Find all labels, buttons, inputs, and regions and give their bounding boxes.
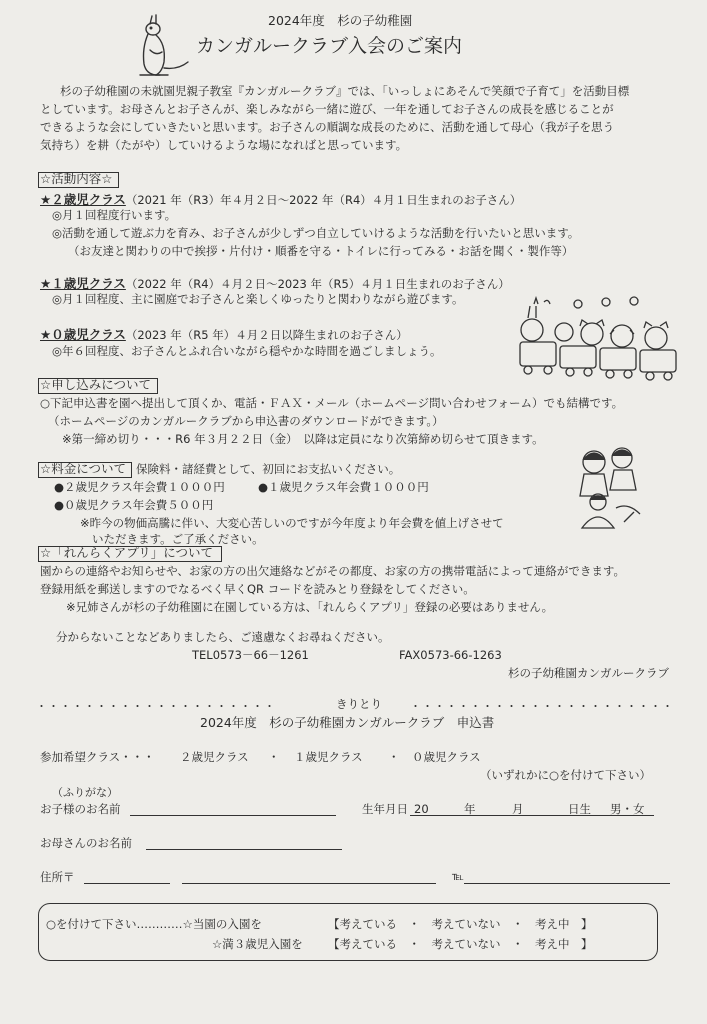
- application-line-1: ○下記申込書を園へ提出して頂くか、電話・ＦＡＸ・メール（ホームページ問い合わせフォーム）でも結構です。: [40, 396, 624, 410]
- address-field[interactable]: [182, 883, 436, 884]
- class-option-1[interactable]: １歳児クラス: [294, 750, 363, 764]
- class2-detail-1: ◎月１回程度行います。: [52, 208, 177, 222]
- fee-note-2: いただきます。ご了承ください。: [92, 532, 264, 546]
- cut-line-left: ・・・・・・・・・・・・・・・・・・・・: [36, 700, 276, 713]
- birth-day-label: 日生: [568, 802, 591, 816]
- fees-heading: ☆料金について: [40, 461, 126, 476]
- survey-prompt: ○を付けて下さい…………☆当園の入園を: [46, 917, 262, 931]
- child-name-field[interactable]: [130, 815, 336, 816]
- class1-range: （2022 年（R4）４月２日～2023 年（R5）４月１日生まれのお子さん）: [125, 277, 510, 291]
- birth-label: 生年月日: [362, 802, 408, 816]
- fee-class2: ●２歳児クラス年会費１０００円: [54, 480, 225, 494]
- fee-class0: ●０歳児クラス年会費５００円: [54, 498, 214, 512]
- child-name-label: お子様のお名前: [40, 802, 121, 816]
- survey-options-1[interactable]: 【考えている ・ 考えていない ・ 考え中 】: [328, 917, 593, 931]
- activities-heading: ☆活動内容☆: [40, 171, 113, 186]
- class-prompt: 参加希望クラス・・・: [40, 750, 155, 764]
- contact-tel: TEL0573－66－1261: [192, 648, 309, 662]
- header-year-line: 2024年度 杉の子幼稚園: [268, 13, 413, 28]
- birth-year-label: 年: [464, 802, 476, 816]
- app-line-1: 園からの連絡やお知らせや、お家の方の出欠連絡などがその都度、お家の方の携帯電話によって連絡ができます。: [40, 564, 625, 578]
- class0-detail-1: ◎年６回程度、お子さんとふれ合いながら穏やかな時間を過ごしましょう。: [52, 344, 442, 358]
- children-illustration: [574, 442, 648, 532]
- sender-name: 杉の子幼稚園カンガルークラブ: [508, 666, 669, 680]
- app-heading: ☆「れんらくアプリ」について: [40, 545, 213, 560]
- closing-text: 分からないことなどありましたら、ご遠慮なくお尋ねください。: [56, 630, 390, 644]
- application-line-2: （ホームページのカンガルークラブから申込書のダウンロードができます。）: [48, 414, 444, 428]
- class0-title: [40, 325, 408, 343]
- kangaroo-illustration: [126, 12, 192, 80]
- fee-note-1: ※昨今の物価高騰に伴い、大変心苦しいのですが今年度より年会費を値上げさせて: [80, 516, 504, 530]
- application-heading: ☆申し込みについて: [40, 377, 151, 392]
- intro-line-3: できるような会にしていきたいと思います。お子さんの順調な成長のために、活動を通して母心（我が子を思う: [40, 120, 615, 134]
- class0-range: （2023 年（R5 年）４月２日以降生まれのお子さん）: [125, 328, 408, 342]
- postal-code-field[interactable]: [84, 883, 170, 884]
- class-note: （いずれかに○を付けて下さい）: [480, 768, 652, 782]
- gender-options[interactable]: 男・女: [610, 802, 645, 816]
- class1-title: [40, 274, 510, 292]
- tel-field[interactable]: [464, 883, 670, 884]
- fees-intro: 保険料・諸経費として、初回にお支払いください。: [136, 462, 401, 476]
- cut-line-label: きりとり: [336, 697, 382, 711]
- intro-line-1: 杉の子幼稚園の未就園児親子教室『カンガルークラブ』では、「いっしょにあそんで笑顔で子育て」を活動目標: [60, 84, 630, 98]
- birth-month-label: 月: [512, 802, 524, 816]
- survey-box: [38, 903, 658, 961]
- class-separator-2: ・: [388, 750, 400, 764]
- class2-label: ★２歳児クラス: [40, 192, 126, 207]
- application-line-3: ※第一締め切り・・・R6 年３月２２日（金） 以降は定員になり次第締め切らせて頂きます。: [62, 432, 544, 446]
- intro-line-4: 気持ち）を耕（たがや）していけるような場になればと思っています。: [40, 138, 408, 152]
- fee-class1: ●１歳児クラス年会費１０００円: [258, 480, 429, 494]
- class2-detail-3: （お友達と関わりの中で挨拶・片付け・順番を守る・トイレに行ってみる・お話を聞く・製作等）: [68, 244, 574, 258]
- class-option-0[interactable]: ０歳児クラス: [412, 750, 481, 764]
- intro-line-2: としています。お母さんとお子さんが、楽しみながら一緒に遊び、一年を通してお子さんの成長を感じることが: [40, 102, 614, 116]
- contact-fax: FAX0573-66-1263: [399, 648, 502, 662]
- class-separator-1: ・: [268, 750, 280, 764]
- tel-label: ℡: [452, 870, 464, 883]
- app-line-2: 登録用紙を郵送しますのでなるべく早くQR コードを読みとり登録をしてください。: [40, 582, 475, 596]
- address-label: 住所〒: [40, 870, 75, 884]
- class2-title: [40, 190, 521, 208]
- survey-options-2[interactable]: 【考えている ・ 考えていない ・ 考え中 】: [328, 937, 593, 951]
- class-option-2[interactable]: ２歳児クラス: [180, 750, 249, 764]
- survey-question-2: ☆満３歳児入園を: [212, 937, 303, 951]
- form-title: 2024年度 杉の子幼稚園カンガルークラブ 申込書: [200, 715, 495, 730]
- furigana-label: （ふりがな）: [52, 786, 118, 799]
- birth-era: 20: [414, 802, 429, 816]
- class0-label: ★０歳児クラス: [40, 327, 126, 342]
- mother-name-label: お母さんのお名前: [40, 836, 132, 850]
- class1-detail-1: ◎月１回程度、主に園庭でお子さんと楽しくゆったりと関わりながら遊びます。: [52, 292, 464, 306]
- cut-line-right: ・・・・・・・・・・・・・・・・・・・・・・: [410, 700, 674, 713]
- class2-range: （2021 年（R3）年４月２日～2022 年（R4）４月１日生まれのお子さん）: [125, 193, 522, 207]
- mother-name-field[interactable]: [146, 849, 342, 850]
- class1-label: ★１歳児クラス: [40, 276, 126, 291]
- birth-date-field[interactable]: [410, 815, 654, 816]
- page-title: カンガルークラブ入会のご案内: [196, 35, 463, 57]
- class2-detail-2: ◎活動を通して遊ぶ力を育み、お子さんが少しずつ自立していけるような活動を行いたいと思います。: [52, 226, 580, 240]
- animal-train-illustration: [514, 296, 682, 382]
- app-line-3: ※兄姉さんが杉の子幼稚園に在園している方は、「れんらくアプリ」登録の必要はありません。: [66, 600, 554, 614]
